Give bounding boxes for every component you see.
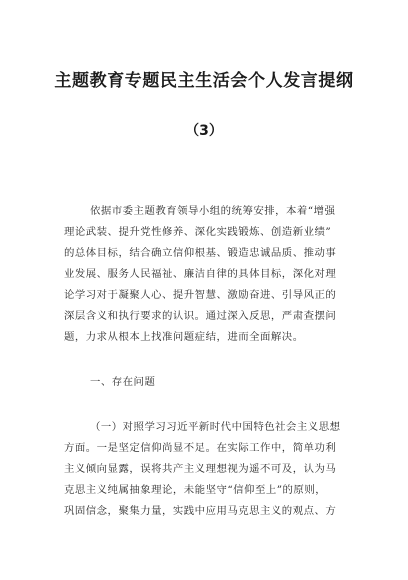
subsection-line-2: 方面。一是坚定信仰尚显不足。在实际工作中，简单功利 [64, 442, 337, 454]
subsection-line-4: 克思主义纯属抽象理论，未能坚守“信仰至上”的原则， [64, 484, 327, 496]
intro-line-6: 深层含义和执行要求的认识。通过深入反思，严肃查摆问 [64, 310, 337, 322]
document-number: （3） [185, 123, 223, 139]
intro-line-7: 题，力求从根本上找准问题症结，进而全面解决。 [64, 331, 304, 343]
intro-line-4: 业发展、服务人民福祉、廉洁自律的具体目标，深化对理 [64, 268, 337, 280]
document-title: 主题教育专题民主生活会个人发言提纲 [54, 71, 354, 91]
intro-line-1: 依据市委主题教育领导小组的统筹安排，本着“增强 [90, 205, 336, 217]
intro-line-3: 的总体目标，结合确立信仰根基、锻造忠诚品质、推动事 [64, 247, 337, 259]
section-heading: 一、存在问题 [90, 376, 156, 388]
subsection-line-3: 主义倾向显露，误将共产主义理想视为遥不可及，认为马 [64, 463, 337, 475]
subsection-line-5: 巩固信念，聚集力量，实践中应用马克思主义的观点、方 [64, 505, 337, 517]
subsection-line-1: （一）对照学习习近平新时代中国特色社会主义思想 [90, 421, 341, 433]
intro-line-2: 理论武装、提升党性修养、深化实践锻炼、创造新业绩” [64, 226, 332, 238]
intro-line-5: 论学习对于凝聚人心、提升智慧、激励奋进、引导风正的 [64, 289, 337, 301]
